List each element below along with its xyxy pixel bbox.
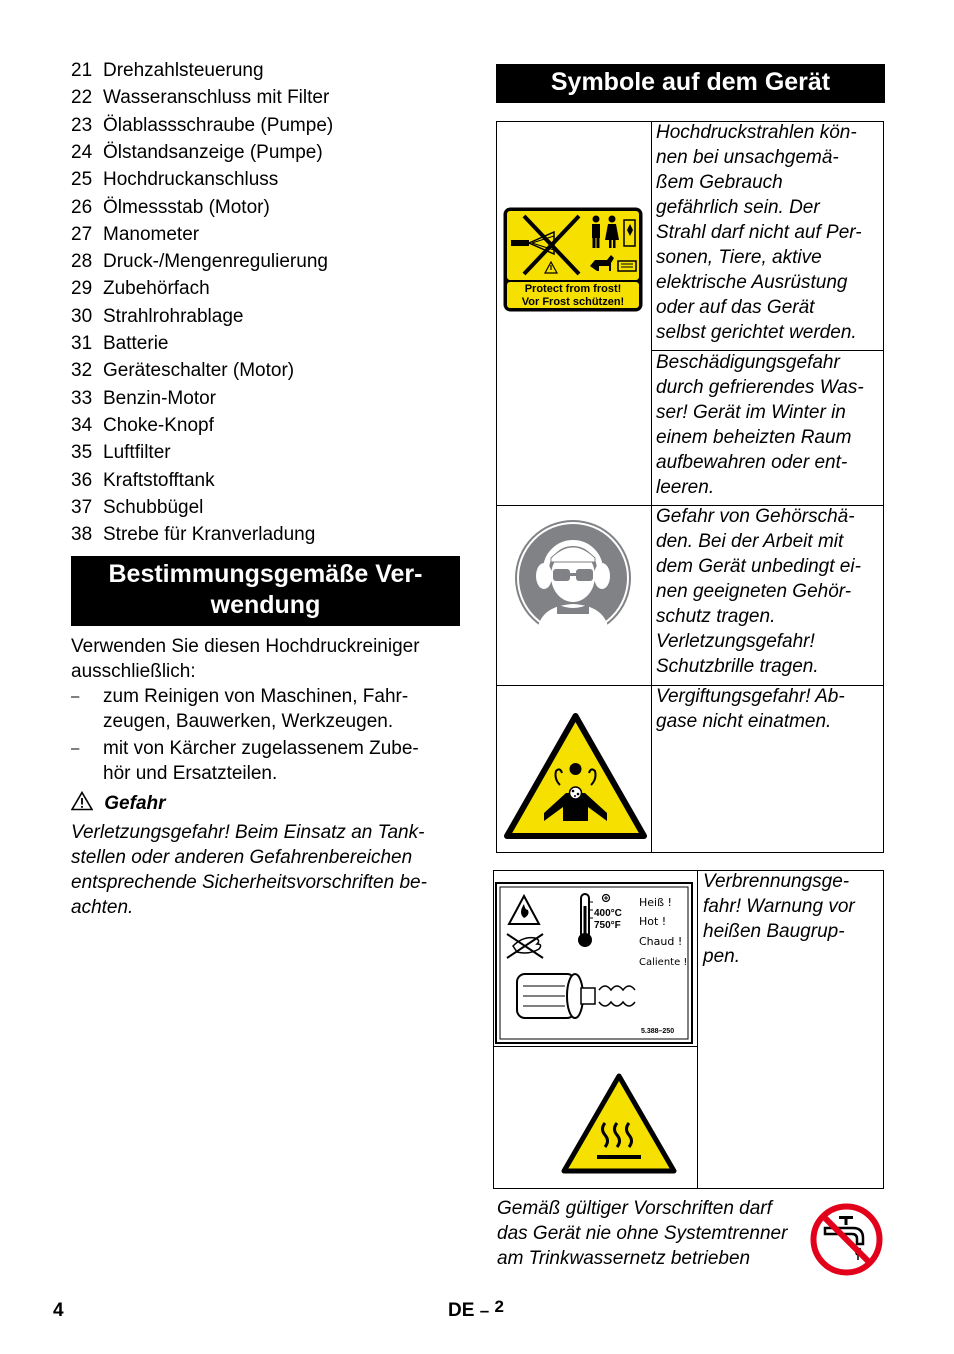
- cell-frost-text: [656, 350, 882, 500]
- item-label: Geräteschalter (Motor): [103, 360, 295, 382]
- parts-list-item: [71, 414, 214, 438]
- danger-label: Gefahr: [104, 793, 166, 814]
- item-label: Choke-Knopf: [103, 414, 214, 436]
- page-number-text: 4: [53, 1300, 64, 1321]
- cell-line: elektrische Ausrüstung: [656, 272, 848, 293]
- item-number: 22: [71, 87, 93, 109]
- cell-line: Vergiftungsgefahr! Ab-: [656, 686, 845, 707]
- parts-list-item: [71, 496, 203, 520]
- item-label: Schubbügel: [103, 496, 204, 518]
- item-number: 30: [71, 305, 93, 327]
- parts-list-item: [71, 59, 264, 83]
- cell-line: nen bei unsachgemä-: [656, 147, 839, 168]
- cell-line: nen geeigneten Gehör-: [656, 581, 852, 602]
- item-label: Ölablassschraube (Pumpe): [103, 114, 334, 136]
- item-number: 31: [71, 333, 93, 354]
- parts-list-item: [71, 168, 278, 192]
- section-heading-symbols: [496, 64, 885, 103]
- item-number: 24: [71, 141, 93, 163]
- cell-line: fahr! Warnung vor: [703, 896, 855, 917]
- cell-line: pen.: [703, 946, 740, 967]
- label-code: 5.388–250: [641, 1028, 675, 1035]
- bullet-dash: –: [71, 688, 80, 705]
- parts-list-item: [71, 441, 171, 465]
- cell-line: heißen Baugrup-: [703, 921, 845, 942]
- parts-list-item: [71, 250, 328, 274]
- item-number: 21: [71, 60, 93, 81]
- cell-line: oder auf das Gerät: [656, 297, 815, 318]
- temp-celsius: 400°C: [594, 908, 622, 919]
- cell-line: Schutzbrille tragen.: [656, 656, 819, 677]
- page-number: [53, 1300, 64, 1322]
- warning-triangle-icon: [71, 791, 93, 811]
- parts-list-item: [71, 86, 329, 110]
- cell-line: Verbrennungsge-: [703, 871, 850, 892]
- item-number: 28: [71, 251, 93, 273]
- danger-line: stellen oder anderen Gefahrenbereichen: [71, 847, 413, 868]
- parts-list-item: [71, 114, 333, 138]
- parts-list-item: [71, 223, 199, 247]
- hearing-eye-protection-icon: [513, 518, 633, 638]
- intro-text: [71, 634, 466, 684]
- danger-line: entsprechende Sicherheitsvorschriften be-: [71, 872, 427, 893]
- danger-title: [71, 791, 166, 816]
- item-label: Hochdruckanschluss: [103, 169, 279, 191]
- item-label: Strebe für Kranverladung: [103, 524, 316, 546]
- bullet-1: [71, 684, 466, 734]
- danger-text: [71, 820, 466, 920]
- item-number: 23: [71, 114, 93, 136]
- item-number: 32: [71, 360, 93, 382]
- parts-list-item: [71, 196, 270, 220]
- section-heading-intended-use: [71, 556, 460, 626]
- hot-word: Caliente !: [639, 957, 688, 968]
- note-line: Gemäß gültiger Vorschriften darf: [497, 1198, 772, 1219]
- bullet-2-line-1: mit von Kärcher zugelassenem Zube-: [103, 738, 419, 759]
- danger-line: achten.: [71, 897, 134, 918]
- heading-line-2: wendung: [210, 591, 321, 619]
- note-line: am Trinkwassernetz betrieben: [497, 1248, 751, 1269]
- hot-surfaces-label-icon: [495, 882, 693, 1044]
- parts-list-item: [71, 469, 215, 493]
- item-label: Druck-/Mengenregulierung: [103, 251, 328, 273]
- cell-line: schutz tragen.: [656, 606, 776, 627]
- cell-line: den. Bei der Arbeit mit: [656, 531, 844, 552]
- item-label: Batterie: [103, 333, 169, 354]
- cell-jet-text: [656, 120, 882, 345]
- toxic-exhaust-warning-icon: [504, 713, 647, 839]
- parts-list-item: [71, 523, 315, 547]
- cell-line: gefährlich sein. Der: [656, 197, 820, 218]
- bullet-dash: –: [71, 740, 80, 757]
- item-number: 37: [71, 496, 93, 518]
- cell-line: einem beheizten Raum: [656, 427, 852, 448]
- parts-list-item: [71, 305, 243, 329]
- item-label: Zubehörfach: [103, 278, 210, 300]
- item-number: 38: [71, 524, 93, 546]
- cell-line: Gefahr von Gehörschä-: [656, 506, 855, 527]
- bullet-2: [71, 736, 466, 786]
- item-number: 36: [71, 469, 93, 491]
- cell-line: aufbewahren oder ent-: [656, 452, 848, 473]
- parts-list-item: [71, 141, 323, 165]
- cell-burn-text: [703, 869, 881, 969]
- bullet-1-line-2: zeugen, Bauwerken, Werkzeugen.: [103, 711, 394, 732]
- cell-line: leeren.: [656, 477, 715, 498]
- cell-line: Beschädigungsgefahr: [656, 352, 840, 373]
- hot-word: Hot !: [639, 915, 667, 928]
- item-number: 26: [71, 196, 93, 218]
- item-number: 25: [71, 169, 93, 191]
- high-pressure-jet-frost-label-icon: [502, 206, 644, 313]
- drinking-water-note: [497, 1196, 817, 1271]
- item-number: 33: [71, 387, 93, 409]
- cell-line: ßem Gebrauch: [656, 172, 783, 193]
- page-language-code: [448, 1297, 504, 1322]
- bullet-1-line-1: zum Reinigen von Maschinen, Fahr-: [103, 686, 409, 707]
- frost-label-de: Vor Frost schützen!: [521, 296, 625, 308]
- cell-line: Verletzungsgefahr!: [656, 631, 815, 652]
- cell-line: Strahl darf nicht auf Per-: [656, 222, 862, 243]
- cell-line: ser! Gerät im Winter in: [656, 402, 846, 423]
- cell-line: durch gefrierendes Was-: [656, 377, 864, 398]
- danger-line: Verletzungsgefahr! Beim Einsatz an Tank-: [71, 822, 425, 843]
- bullet-2-line-2: hör und Ersatzteilen.: [103, 763, 278, 784]
- item-label: Drehzahlsteuerung: [103, 60, 264, 81]
- cell-line: dem Gerät unbedingt ei-: [656, 556, 861, 577]
- item-number: 34: [71, 414, 93, 436]
- item-number: 29: [71, 278, 93, 300]
- item-label: Wasseranschluss mit Filter: [103, 87, 330, 109]
- heading-line-1: Bestimmungsgemäße Ver-: [108, 560, 423, 588]
- hot-word: Chaud !: [639, 935, 683, 948]
- cell-poison-text: [656, 684, 882, 734]
- intro-line-1: Verwenden Sie diesen Hochdruckreiniger: [71, 636, 420, 657]
- heading-text: Symbole auf dem Gerät: [550, 68, 831, 96]
- cell-line: sonen, Tiere, aktive: [656, 247, 822, 268]
- hot-surface-warning-icon: [561, 1073, 677, 1174]
- parts-list-item: [71, 359, 294, 383]
- item-number: 27: [71, 223, 93, 245]
- note-line: das Gerät nie ohne Systemtrenner: [497, 1223, 788, 1244]
- intro-line-2: ausschließlich:: [71, 661, 196, 682]
- item-number: 35: [71, 442, 93, 464]
- item-label: Ölstandsanzeige (Pumpe): [103, 141, 323, 163]
- lang-text: DE: [448, 1300, 475, 1321]
- cell-line: gase nicht einatmen.: [656, 711, 832, 732]
- parts-list-item: [71, 277, 210, 301]
- subpage-text: 2: [494, 1297, 504, 1316]
- cell-line: Hochdruckstrahlen kön-: [656, 122, 857, 143]
- frost-label-en: Protect from frost!: [524, 283, 622, 295]
- item-label: Luftfilter: [103, 442, 171, 464]
- parts-list-item: [71, 387, 216, 411]
- cell-line: selbst gerichtet werden.: [656, 322, 857, 343]
- parts-list-item: [71, 332, 168, 356]
- item-label: Kraftstofftank: [103, 469, 215, 491]
- hot-word: Heiß !: [639, 896, 672, 909]
- item-label: Strahlrohrablage: [103, 305, 244, 327]
- no-drinking-water-connection-icon: [809, 1202, 884, 1277]
- item-label: Manometer: [103, 223, 200, 245]
- cell-hearing-text: [656, 504, 882, 679]
- temp-fahrenheit: 750°F: [594, 920, 621, 931]
- item-label: Benzin-Motor: [103, 387, 216, 409]
- item-label: Ölmessstab (Motor): [103, 196, 270, 218]
- dash-text: –: [479, 1301, 490, 1320]
